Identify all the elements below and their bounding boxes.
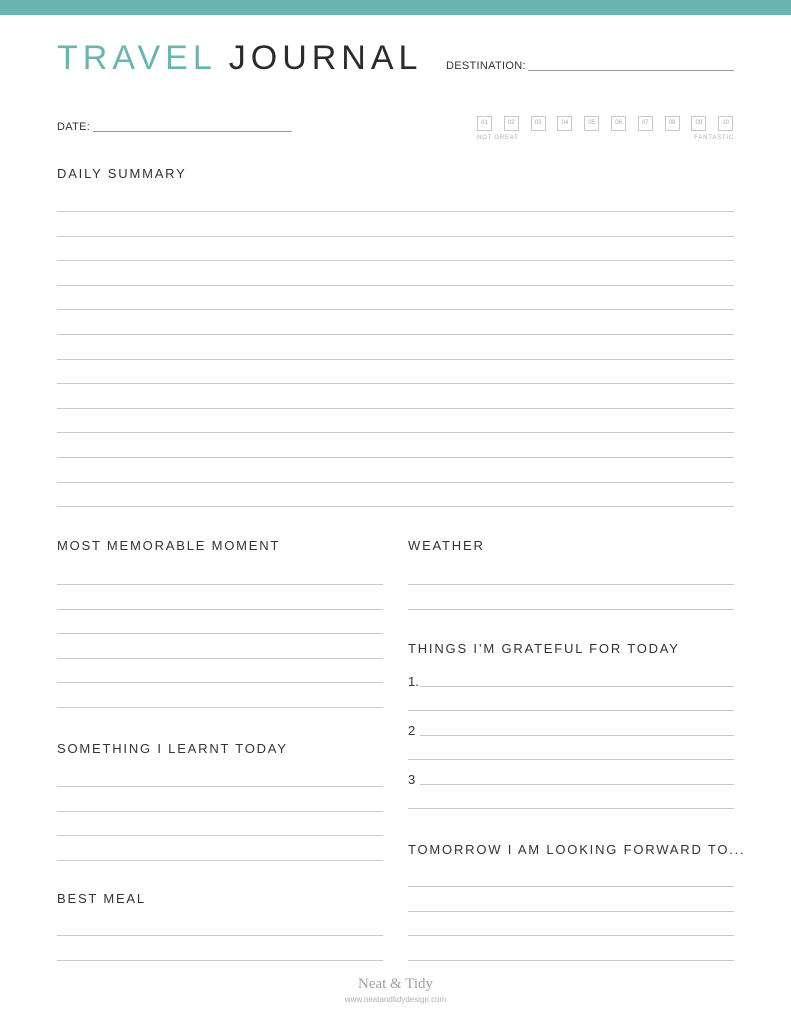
meal-line[interactable] <box>57 960 383 961</box>
destination-label: DESTINATION: <box>446 60 526 72</box>
best-meal-heading: BEST MEAL <box>57 891 146 906</box>
daily-summary-line[interactable] <box>57 334 734 335</box>
daily-summary-heading: DAILY SUMMARY <box>57 166 187 181</box>
grateful-heading: THINGS I’M GRATEFUL FOR TODAY <box>408 641 680 656</box>
brand-url: www.neatandtidydesign.com <box>344 995 447 1004</box>
daily-summary-line[interactable] <box>57 408 734 409</box>
daily-summary-line[interactable] <box>57 457 734 458</box>
memorable-line[interactable] <box>57 633 383 634</box>
rating-box-07[interactable]: 07 <box>638 116 653 131</box>
meal-line[interactable] <box>57 935 383 936</box>
brand-logo: Neat & Tidy <box>357 976 433 992</box>
rating-box-04[interactable]: 04 <box>557 116 572 131</box>
destination-field[interactable] <box>528 70 734 71</box>
rating-box-05[interactable]: 05 <box>584 116 599 131</box>
memorable-line[interactable] <box>57 707 383 708</box>
daily-summary-line[interactable] <box>57 482 734 483</box>
rating-box-03[interactable]: 03 <box>531 116 546 131</box>
memorable-line[interactable] <box>57 609 383 610</box>
rating-box-10[interactable]: 10 <box>718 116 733 131</box>
weather-line[interactable] <box>408 584 734 585</box>
rating-box-09[interactable]: 09 <box>691 116 706 131</box>
rating-box-02[interactable]: 02 <box>504 116 519 131</box>
forward-line[interactable] <box>408 960 734 961</box>
rating-box-06[interactable]: 06 <box>611 116 626 131</box>
rating-box-08[interactable]: 08 <box>665 116 680 131</box>
date-label: DATE: <box>57 121 91 133</box>
forward-line[interactable] <box>408 911 734 912</box>
memorable-line[interactable] <box>57 584 383 585</box>
memorable-line[interactable] <box>57 682 383 683</box>
grateful-number-2: 2 <box>408 723 416 738</box>
forward-line[interactable] <box>408 886 734 887</box>
date-field[interactable] <box>93 131 292 132</box>
memorable-moment-heading: MOST MEMORABLE MOMENT <box>57 538 281 553</box>
rating-box-01[interactable]: 01 <box>477 116 492 131</box>
daily-summary-line[interactable] <box>57 432 734 433</box>
daily-summary-line[interactable] <box>57 236 734 237</box>
daily-summary-line[interactable] <box>57 211 734 212</box>
daily-summary-line[interactable] <box>57 309 734 310</box>
weather-line[interactable] <box>408 609 734 610</box>
grateful-number-3: 3 <box>408 772 416 787</box>
forward-line[interactable] <box>408 935 734 936</box>
grateful-line[interactable] <box>408 759 734 760</box>
daily-summary-line[interactable] <box>57 260 734 261</box>
grateful-line[interactable] <box>420 735 734 736</box>
grateful-line[interactable] <box>408 808 734 809</box>
daily-summary-line[interactable] <box>57 383 734 384</box>
memorable-line[interactable] <box>57 658 383 659</box>
daily-summary-line[interactable] <box>57 359 734 360</box>
learnt-line[interactable] <box>57 835 383 836</box>
rating-high-label: FANTASTIC <box>694 135 734 141</box>
weather-heading: WEATHER <box>408 538 485 553</box>
grateful-line[interactable] <box>420 784 734 785</box>
daily-summary-line[interactable] <box>57 506 734 507</box>
title-journal: JOURNAL <box>228 39 423 77</box>
grateful-number-1: 1. <box>408 674 419 689</box>
daily-summary-line[interactable] <box>57 285 734 286</box>
learnt-line[interactable] <box>57 811 383 812</box>
title-travel: TRAVEL <box>57 39 217 77</box>
page-title <box>57 38 422 78</box>
grateful-line[interactable] <box>420 686 734 687</box>
learnt-line[interactable] <box>57 860 383 861</box>
looking-forward-heading: TOMORROW I AM LOOKING FORWARD TO... <box>408 842 746 857</box>
top-accent-bar <box>0 0 791 15</box>
learnt-today-heading: SOMETHING I LEARNT TODAY <box>57 741 288 756</box>
learnt-line[interactable] <box>57 786 383 787</box>
rating-low-label: NOT GREAT <box>477 135 519 141</box>
grateful-line[interactable] <box>408 710 734 711</box>
